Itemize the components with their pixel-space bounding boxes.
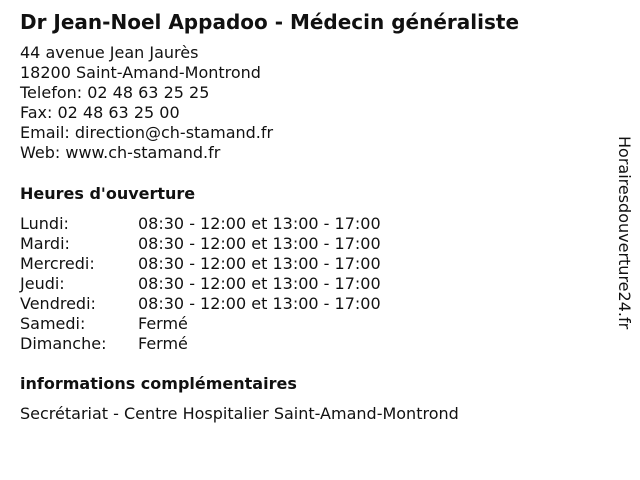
site-watermark: Horairesdouverture24.fr <box>615 136 634 330</box>
phone-number: Telefon: 02 48 63 25 25 <box>20 83 210 102</box>
address-city: 18200 Saint-Amand-Montrond <box>20 63 261 82</box>
hours-value: 08:30 - 12:00 et 13:00 - 17:00 <box>138 254 381 273</box>
day-label: Samedi: <box>20 314 86 333</box>
hours-value: 08:30 - 12:00 et 13:00 - 17:00 <box>138 274 381 293</box>
hours-value: 08:30 - 12:00 et 13:00 - 17:00 <box>138 294 381 313</box>
day-label: Lundi: <box>20 214 69 233</box>
email-address: Email: direction@ch-stamand.fr <box>20 123 274 142</box>
day-label: Vendredi: <box>20 294 96 313</box>
hours-value: Fermé <box>138 314 188 333</box>
additional-info-text: Secrétariat - Centre Hospitalier Saint-Amand-Montrond <box>20 404 459 423</box>
opening-hours-heading: Heures d'ouverture <box>20 184 196 203</box>
page-title: Dr Jean-Noel Appadoo - Médecin généraliste <box>20 10 520 34</box>
day-label: Mercredi: <box>20 254 95 273</box>
contact-block <box>20 43 273 163</box>
hours-value: 08:30 - 12:00 et 13:00 - 17:00 <box>138 234 381 253</box>
additional-info-heading: informations complémentaires <box>20 374 297 393</box>
hours-value: Fermé <box>138 334 188 353</box>
fax-number: Fax: 02 48 63 25 00 <box>20 103 180 122</box>
day-label: Jeudi: <box>20 274 65 293</box>
hours-value: 08:30 - 12:00 et 13:00 - 17:00 <box>138 214 381 233</box>
address-street: 44 avenue Jean Jaurès <box>20 43 199 62</box>
day-label: Mardi: <box>20 234 70 253</box>
website-address: Web: www.ch-stamand.fr <box>20 143 221 162</box>
day-label: Dimanche: <box>20 334 107 353</box>
